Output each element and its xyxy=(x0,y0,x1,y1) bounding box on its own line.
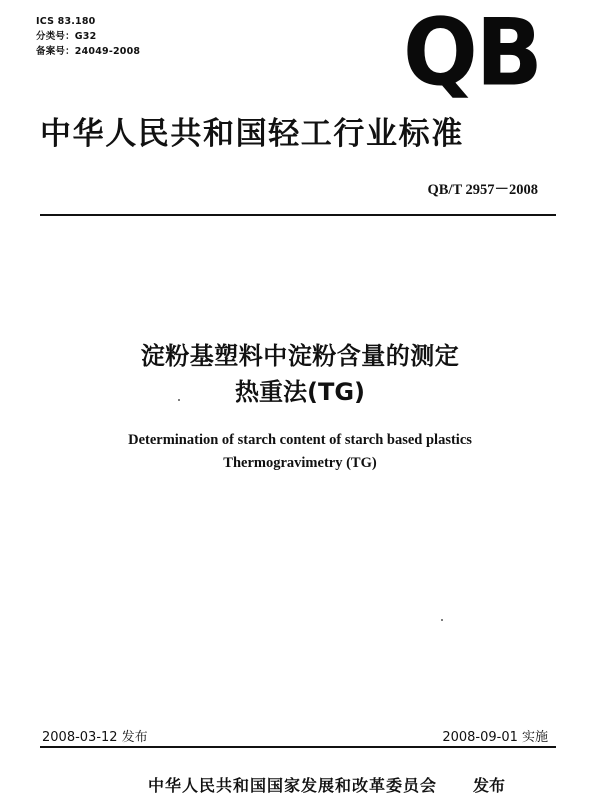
publish-date: 2008-03-12 发布 xyxy=(42,730,148,745)
scan-speck xyxy=(178,399,180,401)
classification-number: 分类号：G32 xyxy=(36,31,97,42)
title-en-line1: Determination of starch content of starch based plastics xyxy=(128,432,472,448)
issue-label: 发布 xyxy=(473,776,506,795)
qb-logo-text: QB xyxy=(403,0,541,107)
ics-code: ICS 83.180 xyxy=(36,16,96,27)
title-cn-line2: 热重法(TG) xyxy=(234,378,365,406)
document-metadata xyxy=(36,14,140,59)
scan-speck xyxy=(441,619,443,621)
title-cn-line1: 淀粉基塑料中淀粉含量的测定 xyxy=(140,342,460,370)
header-divider xyxy=(40,214,556,216)
record-number: 备案号：24049-2008 xyxy=(36,46,141,57)
issuing-authority: 中华人民共和国国家发展和改革委员会 xyxy=(148,776,438,795)
qb-logo xyxy=(403,0,541,107)
title-en-line2: Thermogravimetry (TG) xyxy=(223,455,377,471)
effective-date: 2008-09-01 实施 xyxy=(442,730,548,745)
standard-number: QB/T 2957－2008 xyxy=(427,182,538,198)
footer-divider xyxy=(40,746,556,748)
industry-standard-heading: 中华人民共和国轻工行业标准 xyxy=(40,116,464,152)
